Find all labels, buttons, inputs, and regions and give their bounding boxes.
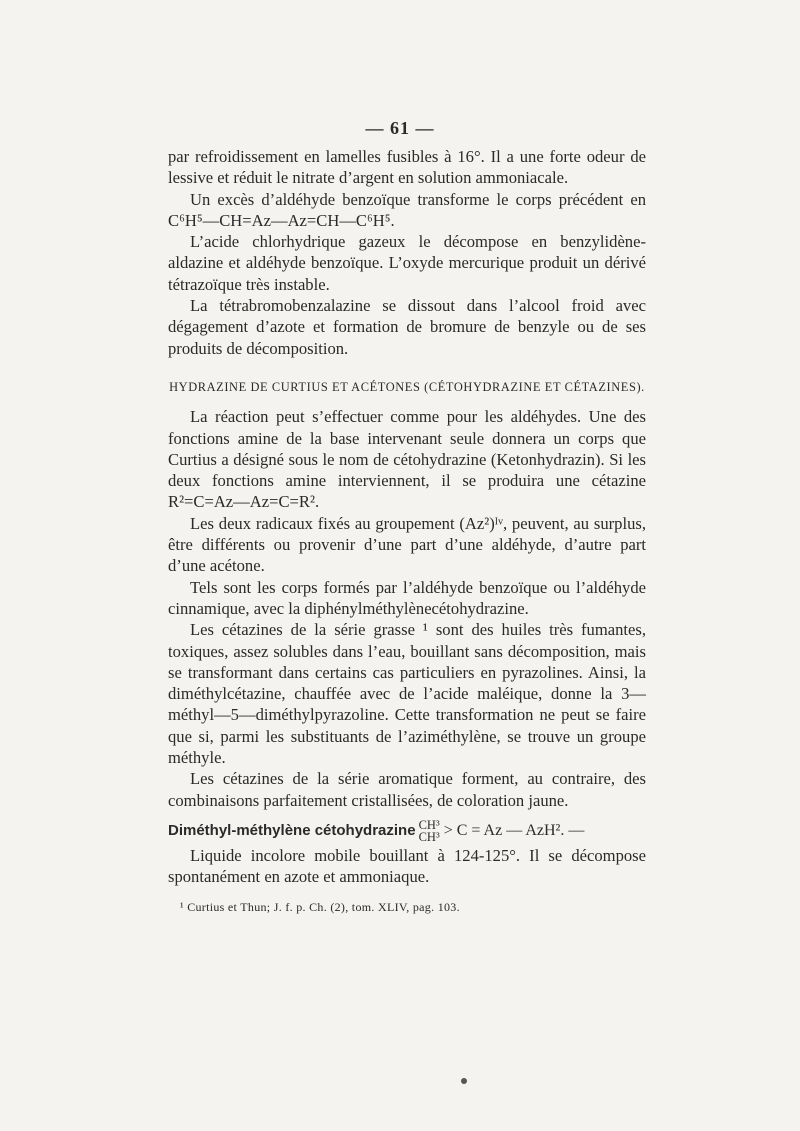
page-number: — 61 — (365, 118, 435, 138)
compound-fraction (419, 819, 440, 843)
footnote: ¹ Curtius et Thun; J. f. p. Ch. (2), tom. XLIV, pag. 103. (180, 900, 460, 914)
fraction-top: CH³ (418, 817, 440, 832)
ink-dot (461, 1078, 467, 1084)
paragraph: La tétrabromobenzalazine se dissout dans l’alcool froid avec dégagement d’azote et formation de bromure de benzyle ou de ses produits de décomposition. (168, 296, 646, 358)
paragraph: Liquide incolore mobile bouillant à 124-125°. Il se décompose spontanément en azote et ammoniaque. (168, 845, 646, 887)
paragraph: Les cétazines de la série grasse ¹ sont des huiles très fumantes, toxiques, assez solubles dans l’eau, bouillant sans décomposition, mais se transformant dans certains cas particuliers en pyrazolines. Ainsi, la diméthylcétazine, chauffée avec de l’acide maléique, donne la 3—méthyl—5—diméthylpyrazoline. Cette transformation ne peut se faire que si, parmi les substituants de l’aziméthylène, se trouve un groupe méthyle. (168, 620, 646, 768)
paragraph: Les deux radicaux fixés au groupement (Az²)ᴵᵛ, peuvent, au surplus, être différents ou provenir d’une part d’une aldéhyde, d’autre part d’une acétone. (168, 513, 646, 576)
section-heading: HYDRAZINE DE CURTIUS ET ACÉTONES (CÉTOHYDRAZINE ET CÉTAZINES). (169, 379, 645, 394)
compound-name: Diméthyl-méthylène cétohydrazine (168, 822, 416, 840)
compound-heading (168, 819, 646, 843)
paragraph: Les cétazines de la série aromatique forment, au contraire, des combinaisons parfaitement cristallisées, de coloration jaune. (168, 769, 646, 810)
paragraph: L’acide chlorhydrique gazeux le décompose en benzylidène-aldazine et aldéhyde benzoïque. L’oxyde mercurique produit un dérivé tétrazoïque très instable. (168, 232, 646, 294)
compound-formula: > C = Az — AzH². — (443, 822, 585, 840)
paragraph: par refroidissement en lamelles fusibles à 16°. Il a une forte odeur de lessive et réduit le nitrate d’argent en solution ammoniacale. (168, 147, 646, 188)
paragraph: La réaction peut s’effectuer comme pour les aldéhydes. Une des fonctions amine de la base intervenant seule donnera un corps que Curtius a désigné sous le nom de cétohydrazine (Ketonhydrazin). Si les deux fonctions amine interviennent, il se produira une cétazine R²=C=Az—Az=C=R². (168, 407, 646, 512)
paragraph: Un excès d’aldéhyde benzoïque transforme le corps précédent en C⁶H⁵—CH=Az—Az=CH—C⁶H⁵. (168, 189, 646, 230)
fraction-bottom: CH³ (418, 829, 440, 844)
body-text (168, 146, 646, 888)
paragraph: Tels sont les corps formés par l’aldéhyde benzoïque ou l’aldéhyde cinnamique, avec la diphénylméthylènecétohydrazine. (168, 577, 646, 618)
